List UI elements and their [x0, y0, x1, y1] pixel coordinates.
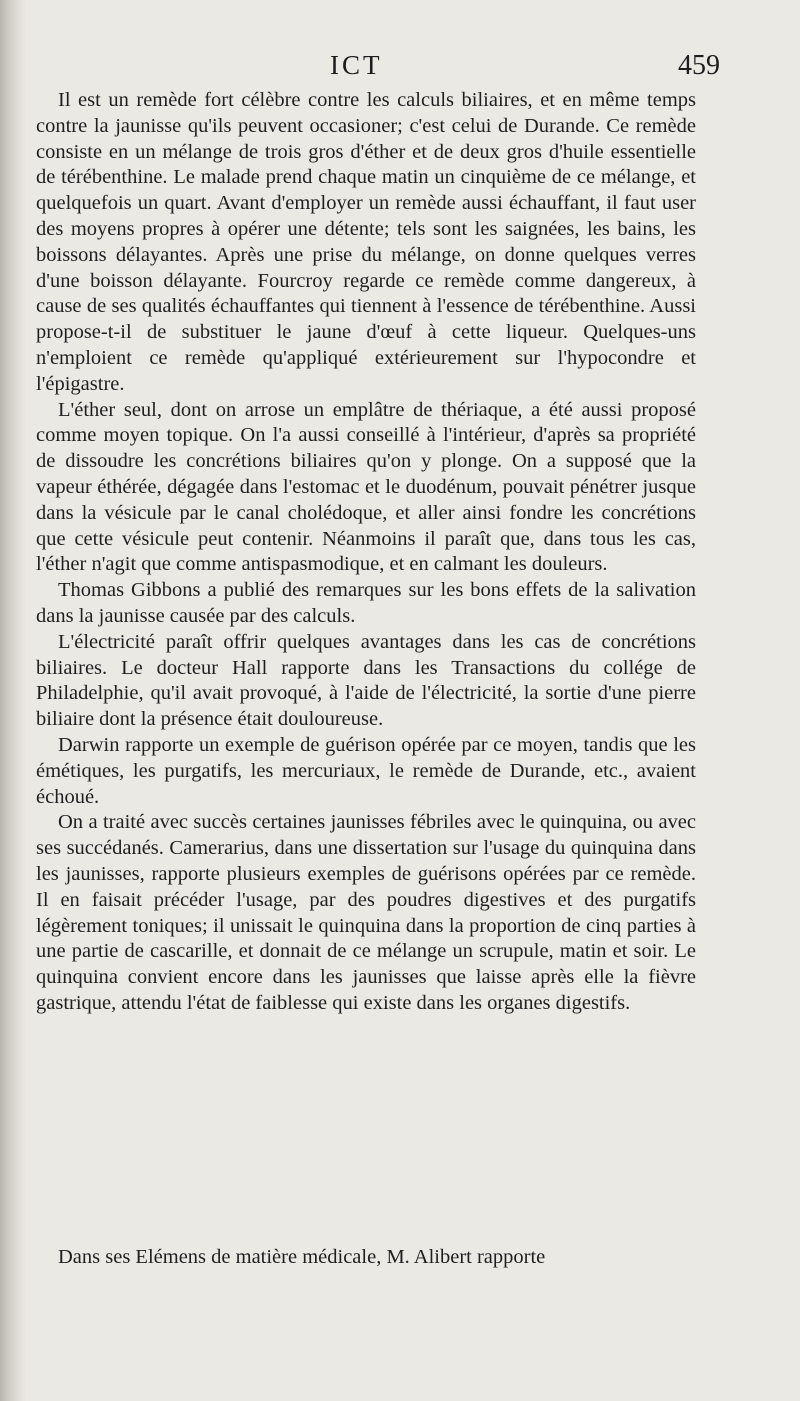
body-text — [36, 88, 696, 1017]
page-header — [40, 50, 720, 84]
running-head: ICT — [330, 50, 383, 80]
paragraph-gibbons: Thomas Gibbons a publié des remarques sur les bons effets de la salivation dans la jaunisse causée par des calculs. — [36, 579, 696, 627]
paragraph-durande-remedy: Il est un remède fort célèbre contre les calculs biliaires, et en même temps contre la jaunisse qu'ils peuvent occasioner; c'est celui de Durande. Ce remède consiste en un mélange de trois gros d'éther et de deux gros d'huile essentielle de térébenthine. Le malade prend chaque matin un cinquième de ce mélange, et quelquefois un quart. Avant d'employer un remède aussi échauffant, il faut user des moyens propres à opérer une détente; tels sont les saignées, les bains, les boissons délayantes. Après une prise du mélange, on donne quelques verres d'une boisson délayante. Fourcroy regarde ce remède comme dangereux, à cause de ses qualités échauffantes qui tiennent à l'essence de térébenthine. Aussi propose-t-il de substituer le jaune d'œuf à cette liqueur. Quelques-uns n'emploient ce remède qu'appliqué extérieurement sur l'hypocondre et l'épigastre. — [36, 89, 696, 395]
paragraph-darwin: Darwin rapporte un exemple de guérison opérée par ce moyen, tandis que les émétiques, les purgatifs, les mercuriaux, le remède de Durande, etc., avaient échoué. — [36, 733, 696, 808]
gutter-shadow — [0, 0, 26, 1401]
paragraph-ether: L'éther seul, dont on arrose un emplâtre de thériaque, a été aussi proposé comme moyen topique. On l'a aussi conseillé à l'intérieur, d'après sa propriété de dissoudre les concrétions biliaires qu'on y plonge. On a supposé que la vapeur éthérée, dégagée dans l'estomac et le duodénum, pouvait pénétrer jusque dans la vésicule par le canal cholédoque, et aller ainsi fondre les concrétions que cette vésicule peut contenir. Néanmoins il paraît que, dans tous les cas, l'éther n'agit que comme antispasmodique, et en calmant les douleurs. — [36, 398, 696, 576]
last-line-alibert: Dans ses Elémens de matière médicale, M. Alibert rapporte — [58, 1246, 546, 1268]
page-number: 459 — [678, 50, 720, 81]
paragraph-electricity: L'électricité paraît offrir quelques avantages dans les cas de concrétions biliaires. Le docteur Hall rapporte dans les Transactions du collége de Philadelphie, qu'il avait provoqué, à l'aide de l'électricité, la sortie d'une pierre biliaire dont la présence était douloureuse. — [36, 630, 696, 731]
paragraph-quinquina: On a traité avec succès certaines jaunisses fébriles avec le quinquina, ou avec ses succédanés. Camerarius, dans une dissertation sur l'usage du quinquina dans les jaunisses, rapporte plusieurs exemples de guérisons opérées par ce remède. Il en faisait précéder l'usage, par des poudres digestives et des purgatifs légèrement toniques; il unissait le quinquina dans la proportion de cinq parties à une partie de cascarille, et donnait de ce mélange un scrupule, matin et soir. Le quinquina convient encore dans les jaunisses que laisse après elle la fièvre gastrique, attendu l'état de faiblesse qui existe dans les organes digestifs. — [36, 811, 696, 1014]
